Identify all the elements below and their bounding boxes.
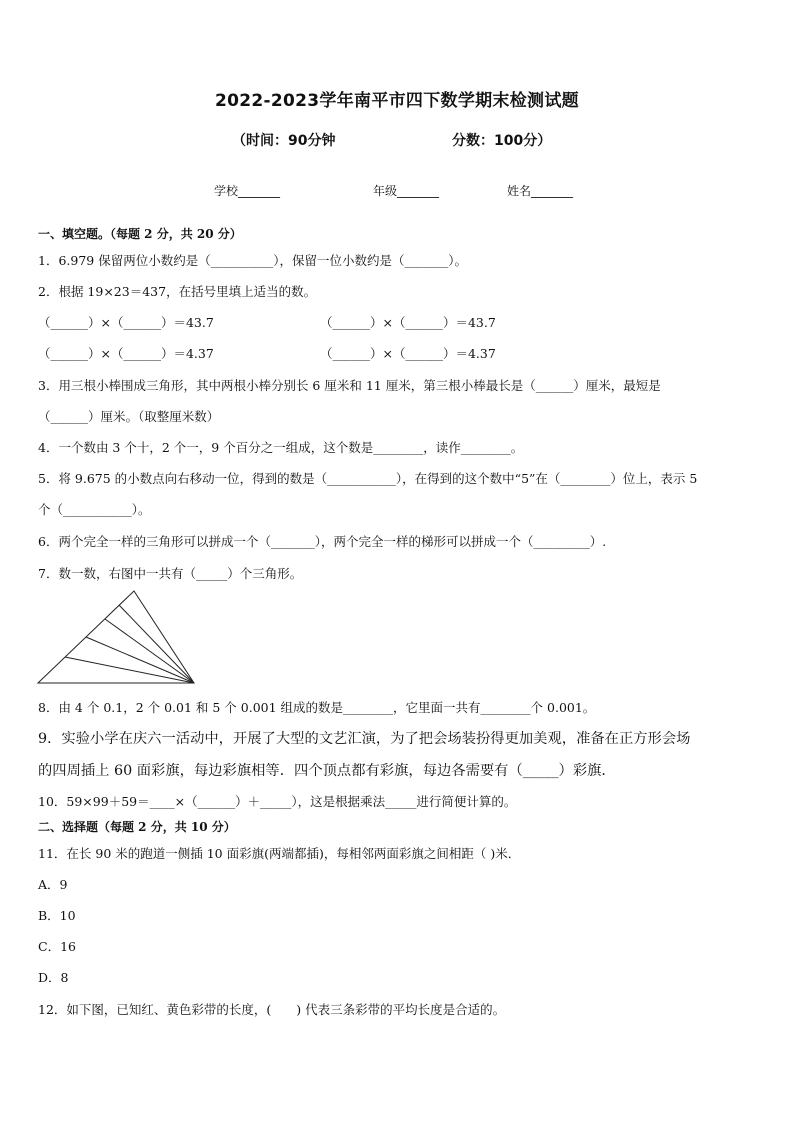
question-2: 2．根据 19×23＝437，在括号里填上适当的数。 xyxy=(38,284,317,299)
inner-line-1 xyxy=(65,657,194,683)
question-6: 6．两个完全一样的三角形可以拼成一个（_______），两个完全一样的梯形可以拼成一个（_________）. xyxy=(38,534,607,549)
option-a: A．9 xyxy=(38,877,68,892)
question-2-row-1 xyxy=(38,313,496,331)
section-heading-fill-in: 一、填空题。（每题 2 分，共 20 分） xyxy=(38,227,242,241)
exam-score: 分数：100分） xyxy=(452,133,552,149)
question-5-line-1: 5．将 9.675 的小数点向右移动一位，得到的数是（___________），在得到的这个数中“5”在（________）位上，表示 5 xyxy=(38,471,698,486)
question-8: 8．由 4 个 0.1，2 个 0.01 和 5 个 0.001 组成的数是________，它里面一共有________个 0.001。 xyxy=(38,700,596,715)
outer-triangle xyxy=(38,591,194,683)
question-2-row-2-right: （______）×（______）＝4.37 xyxy=(320,346,496,361)
question-2-row-2-left: （______）×（______）＝4.37 xyxy=(38,346,214,361)
question-3-line-2: （______）厘米。（取整厘米数） xyxy=(38,409,220,424)
inner-line-4 xyxy=(119,605,194,683)
option-b: B．10 xyxy=(38,908,76,923)
grade-field: 年级_______ xyxy=(373,184,440,198)
triangle-figure xyxy=(36,588,198,686)
question-10: 10．59×99＋59＝____×（______）＋_____），这是根据乘法_____进行简便计算的。 xyxy=(38,794,517,809)
name-field: 姓名_______ xyxy=(507,184,574,198)
question-9-line-1: 9．实验小学在庆六一活动中，开展了大型的文艺汇演，为了把会场装扮得更加美观，准备在正方形会场 xyxy=(38,731,691,747)
exam-time: （时间：90分钟 xyxy=(232,133,336,149)
question-1: 1．6.979 保留两位小数约是（__________），保留一位小数约是（_______）。 xyxy=(38,253,467,268)
question-4: 4．一个数由 3 个十，2 个一，9 个百分之一组成，这个数是________，读作________。 xyxy=(38,440,524,455)
question-12: 12．如下图，已知红、黄色彩带的长度，( ) 代表三条彩带的平均长度是合适的。 xyxy=(38,1002,506,1017)
question-11: 11．在长 90 米的跑道一侧插 10 面彩旗(两端都插)，每相邻两面彩旗之间相距（ )米． xyxy=(38,846,521,861)
option-c: C．16 xyxy=(38,939,76,954)
question-9-line-2: 的四周插上 60 面彩旗，每边彩旗相等．四个顶点都有彩旗，每边各需要有（_____）彩旗． xyxy=(38,763,616,779)
question-2-row-1-right: （______）×（______）＝43.7 xyxy=(320,315,496,330)
page-title: 2022-2023学年南平市四下数学期末检测试题 xyxy=(215,91,579,111)
section-heading-multiple-choice: 二、选择题（每题 2 分，共 10 分） xyxy=(38,820,236,834)
question-2-row-2 xyxy=(38,344,496,362)
question-7: 7．数一数，右图中一共有（_____）个三角形。 xyxy=(38,566,303,581)
question-2-row-1-left: （______）×（______）＝43.7 xyxy=(38,315,214,330)
question-3-line-1: 3．用三根小棒围成三角形，其中两根小棒分别长 6 厘米和 11 厘米，第三根小棒最长是（______）厘米，最短是 xyxy=(38,378,661,393)
school-field: 学校_______ xyxy=(214,184,281,198)
option-d: D．8 xyxy=(38,970,69,985)
question-5-line-2: 个（___________）。 xyxy=(38,502,151,517)
